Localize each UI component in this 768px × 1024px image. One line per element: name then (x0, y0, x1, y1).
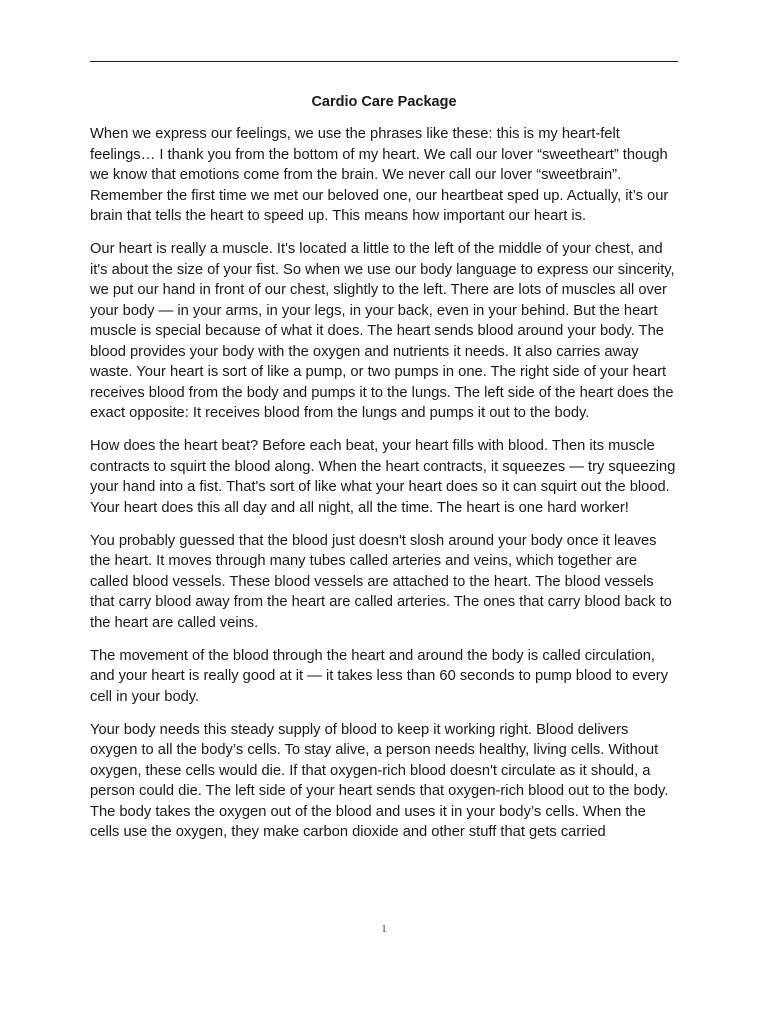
paragraph-4: You probably guessed that the blood just doesn't slosh around your body once it leaves the heart. It moves through many tubes called arteries and veins, which together are called blood vessels. These blood vessels are attached to the heart. The blood vessels that carry blood away from the heart are called arteries. The ones that carry blood back to the heart are called veins. (90, 532, 672, 631)
paragraph-2: Our heart is really a muscle. It's located a little to the left of the middle of your chest, and it's about the size of your fist. So when we use our body language to express our sincerity, we put our hand in front of our chest, slightly to the left. There are lots of muscles all over your body — in your arms, in your legs, in your back, even in your behind. But the heart muscle is special because of what it does. The heart sends blood around your body. The blood provides your body with the oxygen and nutrients it needs. It also carries away waste. Your heart is sort of like a pump, or two pumps in one. The right side of your heart receives blood from the body and pumps it to the lungs. The left side of the heart does the exact opposite: It receives blood from the lungs and pumps it out to the body. (90, 241, 675, 421)
page-number: 1 (381, 924, 387, 935)
document-body (90, 92, 678, 855)
paragraph-1: When we express our feelings, we use the phrases like these: this is my heart-felt feelings… I thank you from the bottom of my heart. We call our lover “sweetheart” though we know that emotions come from the brain. We never call our lover “sweetbrain”. Remember the first time we met our beloved one, our heartbeat sped up. Actually, it’s our brain that tells the heart to speed up. This means how important our heart is. (90, 126, 669, 224)
document-title: Cardio Care Package (311, 94, 457, 110)
header-rule (90, 61, 678, 62)
paragraph-5: The movement of the blood through the heart and around the body is called circulation, and your heart is really good at it — it takes less than 60 seconds to pump blood to every cell in your body. (90, 647, 669, 705)
paragraph-3: How does the heart beat? Before each beat, your heart fills with blood. Then its muscle contracts to squirt the blood along. When the heart contracts, it squeezes — try squeezing your hand into a fist. That's sort of like what your heart does so it can squirt out the blood. Your heart does this all day and all night, all the time. The heart is one hard worker! (90, 438, 676, 516)
paragraph-6: Your body needs this steady supply of blood to keep it working right. Blood delivers oxygen to all the body’s cells. To stay alive, a person needs healthy, living cells. Without oxygen, these cells would die. If that oxygen-rich blood doesn't circulate as it should, a person could die. The left side of your heart sends that oxygen-rich blood out to the body. The body takes the oxygen out of the blood and uses it in your body’s cells. When the cells use the oxygen, they make carbon dioxide and other stuff that gets carried (90, 721, 669, 840)
